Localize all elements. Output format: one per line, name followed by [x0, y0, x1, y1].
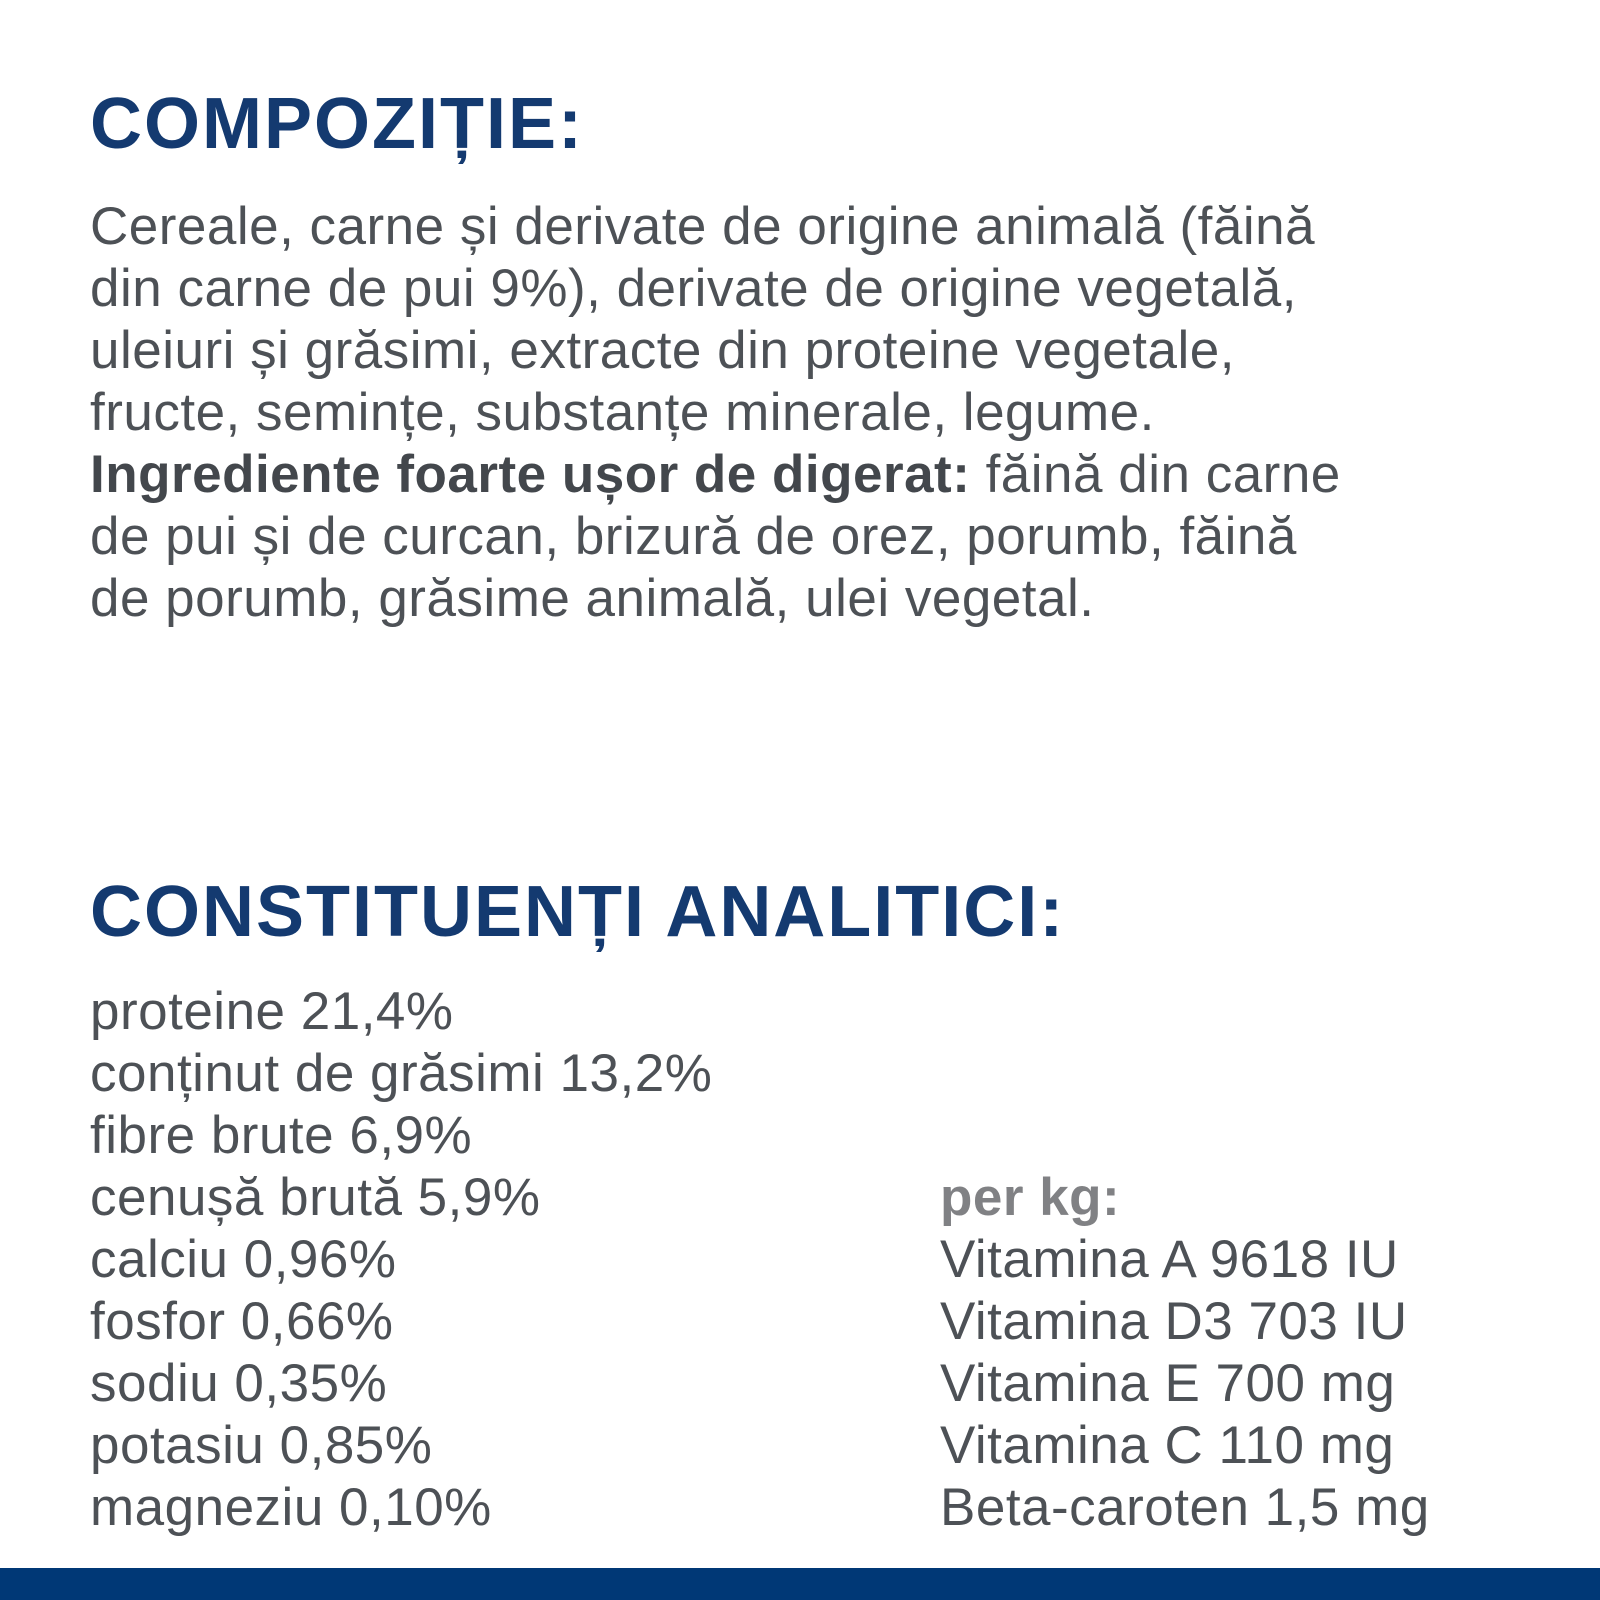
highlight-label: Ingrediente foarte ușor de digerat: [90, 445, 971, 504]
ingredient-line: uleiuri și grăsimi, extracte din proteine vegetale, [90, 321, 1235, 380]
ingredient-line: fructe, semințe, substanțe minerale, legume. [90, 383, 1155, 442]
nutrient-line: potasiu 0,85% [90, 1416, 433, 1475]
composition-paragraph [90, 196, 1530, 630]
vitamin-line: Vitamina E 700 mg [940, 1354, 1396, 1413]
nutrient-line: calciu 0,96% [90, 1230, 397, 1289]
nutrient-line: fibre brute 6,9% [90, 1106, 473, 1165]
nutrient-line: fosfor 0,66% [90, 1292, 394, 1351]
composition-title: COMPOZIȚIE: [90, 84, 584, 164]
bottom-brand-bar [0, 1568, 1600, 1600]
ingredient-line-highlight [90, 444, 1530, 506]
nutrient-line: sodiu 0,35% [90, 1354, 388, 1413]
vitamin-line: Beta-caroten 1,5 mg [940, 1478, 1430, 1537]
nutrient-list [90, 981, 910, 1539]
ingredient-line: din carne de pui 9%), derivate de origine vegetală, [90, 259, 1297, 318]
vitamin-line: Vitamina A 9618 IU [940, 1230, 1399, 1289]
vitamin-line: Vitamina C 110 mg [940, 1416, 1395, 1475]
per-kg-label: per kg: [940, 1168, 1121, 1227]
per-kg-list [940, 1167, 1560, 1539]
nutrient-line: cenușă brută 5,9% [90, 1168, 541, 1227]
ingredient-line: de porumb, grăsime animală, ulei vegetal. [90, 569, 1095, 628]
nutrient-line: magneziu 0,10% [90, 1478, 492, 1537]
vitamin-line: Vitamina D3 703 IU [940, 1292, 1408, 1351]
ingredient-line: Cereale, carne și derivate de origine animală (făină [90, 197, 1316, 256]
analytical-title: CONSTITUENȚI ANALITICI: [90, 872, 1066, 952]
nutrient-line: proteine 21,4% [90, 982, 454, 1041]
highlight-rest: făină din carne [970, 445, 1341, 504]
ingredient-line: de pui și de curcan, brizură de orez, porumb, făină [90, 507, 1297, 566]
nutrient-line: conținut de grăsimi 13,2% [90, 1044, 713, 1103]
